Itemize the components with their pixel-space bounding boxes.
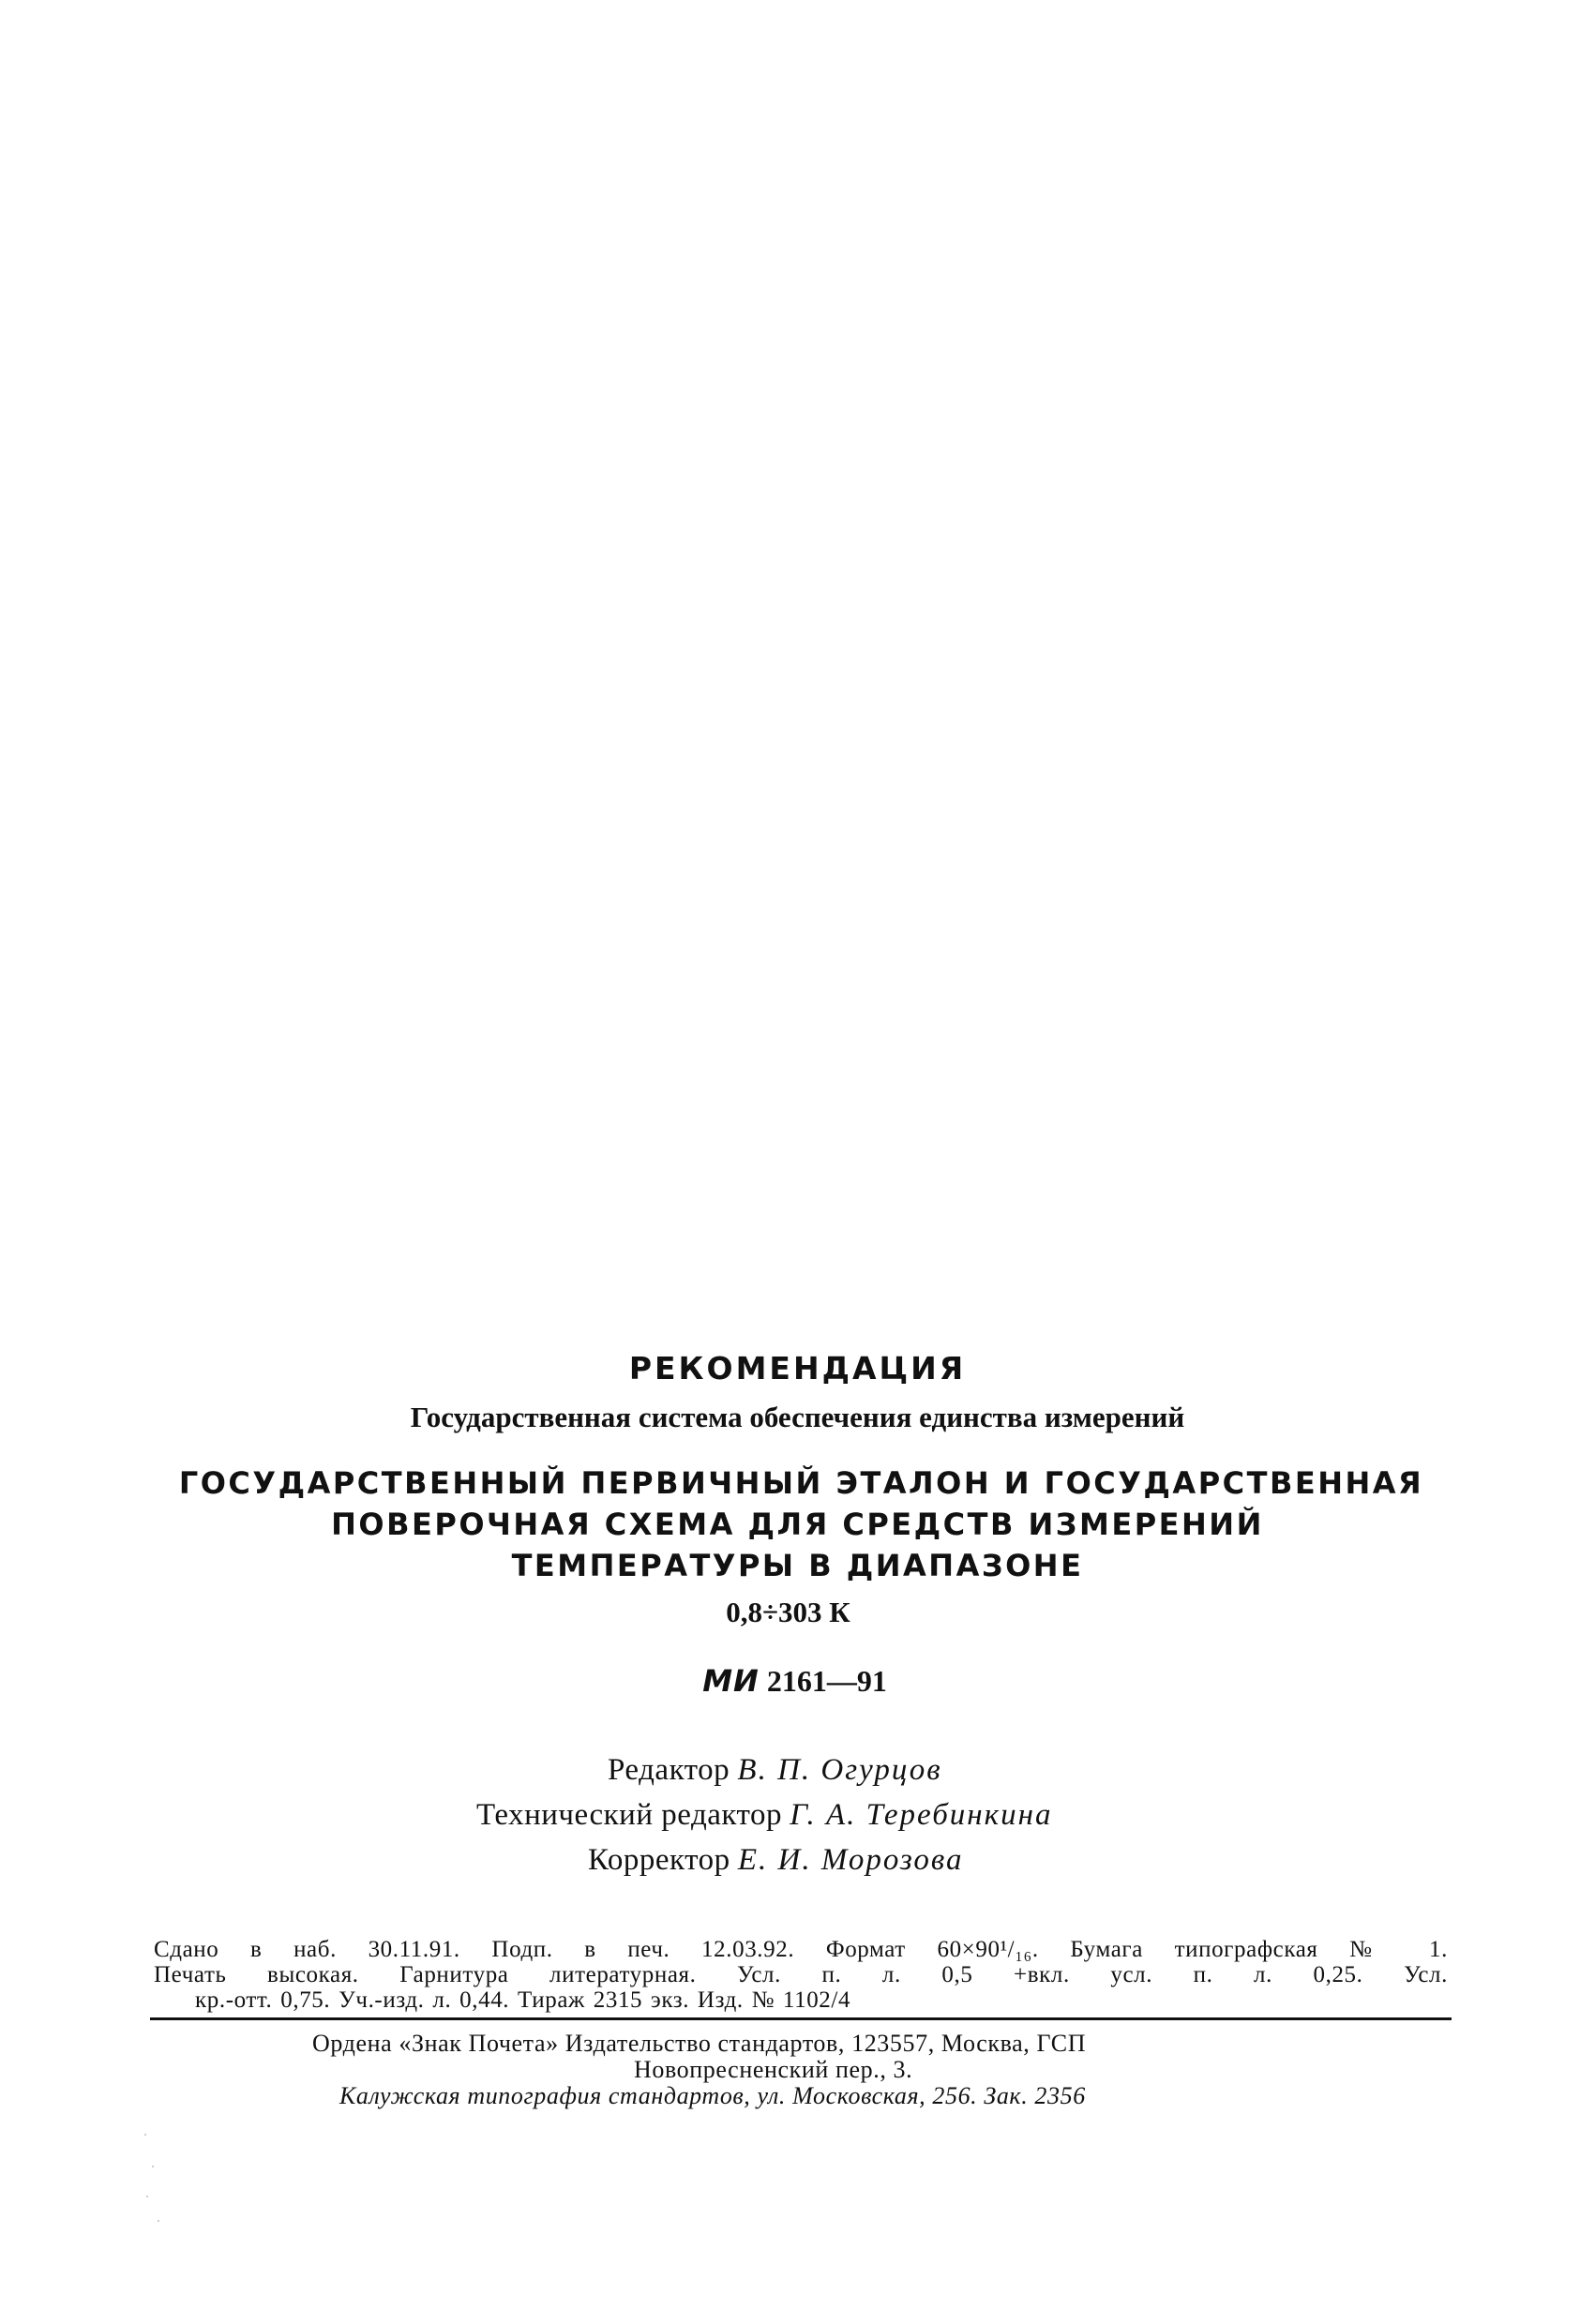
document-main-title	[0, 1462, 1595, 1586]
publisher-line: Новопресненский пер., 3.	[634, 2056, 913, 2083]
document-type-heading: РЕКОМЕНДАЦИЯ	[628, 1350, 967, 1387]
imprint-line: Печать высокая. Гарнитура литературная. Усл. п. л. 0,5 +вкл. усл. п. л. 0,25. Усл.	[154, 1962, 1448, 1987]
document-series-subtitle: Государственная система обеспечения единства измерений	[410, 1401, 1185, 1433]
credit-role: Редактор	[608, 1753, 730, 1787]
credit-proofreader	[0, 1837, 1595, 1882]
document-code	[0, 1663, 1595, 1699]
document-code-number: 2161—91	[766, 1664, 887, 1698]
publisher-line: Ордена «Знак Почета» Издательство стандартов, 123557, Москва, ГСП	[312, 2030, 1087, 2057]
main-title-line: ГОСУДАРСТВЕННЫЙ ПЕРВИЧНЫЙ ЭТАЛОН И ГОСУДАРСТВЕННАЯ	[178, 1465, 1424, 1501]
main-title-line: ПОВЕРОЧНАЯ СХЕМА ДЛЯ СРЕДСТВ ИЗМЕРЕНИЙ	[331, 1507, 1264, 1542]
document-code-prefix: МИ	[702, 1663, 760, 1699]
temperature-range: 0,8÷303 К	[726, 1596, 850, 1628]
credit-editor	[0, 1747, 1595, 1792]
print-imprint	[154, 1937, 1448, 2013]
horizontal-rule	[150, 2017, 1452, 2020]
scan-specks	[141, 2128, 178, 2231]
publisher-block	[0, 2031, 1595, 2109]
printing-house-line: Калужская типография стандартов, ул. Московская, 256. Зак. 2356	[339, 2082, 1086, 2109]
credit-role: Корректор	[588, 1843, 730, 1877]
imprint-line: Сдано в наб. 30.11.91. Подп. в печ. 12.03.92. Формат 60×90¹/₁₆. Бумага типографская № 1.	[154, 1937, 1448, 1962]
main-title-line: ТЕМПЕРАТУРЫ В ДИАПАЗОНЕ	[511, 1548, 1084, 1583]
credit-name: В. П. Огурцов	[737, 1753, 942, 1787]
credit-name: Г. А. Теребинкина	[790, 1798, 1053, 1832]
credit-technical-editor	[0, 1792, 1595, 1837]
credit-name: Е. И. Морозова	[737, 1843, 964, 1877]
credits-block	[0, 1747, 1595, 1882]
credit-role: Технический редактор	[476, 1798, 782, 1832]
imprint-line: кр.-отт. 0,75. Уч.-изд. л. 0,44. Тираж 2315 экз. Изд. № 1102/4	[195, 1987, 851, 2013]
